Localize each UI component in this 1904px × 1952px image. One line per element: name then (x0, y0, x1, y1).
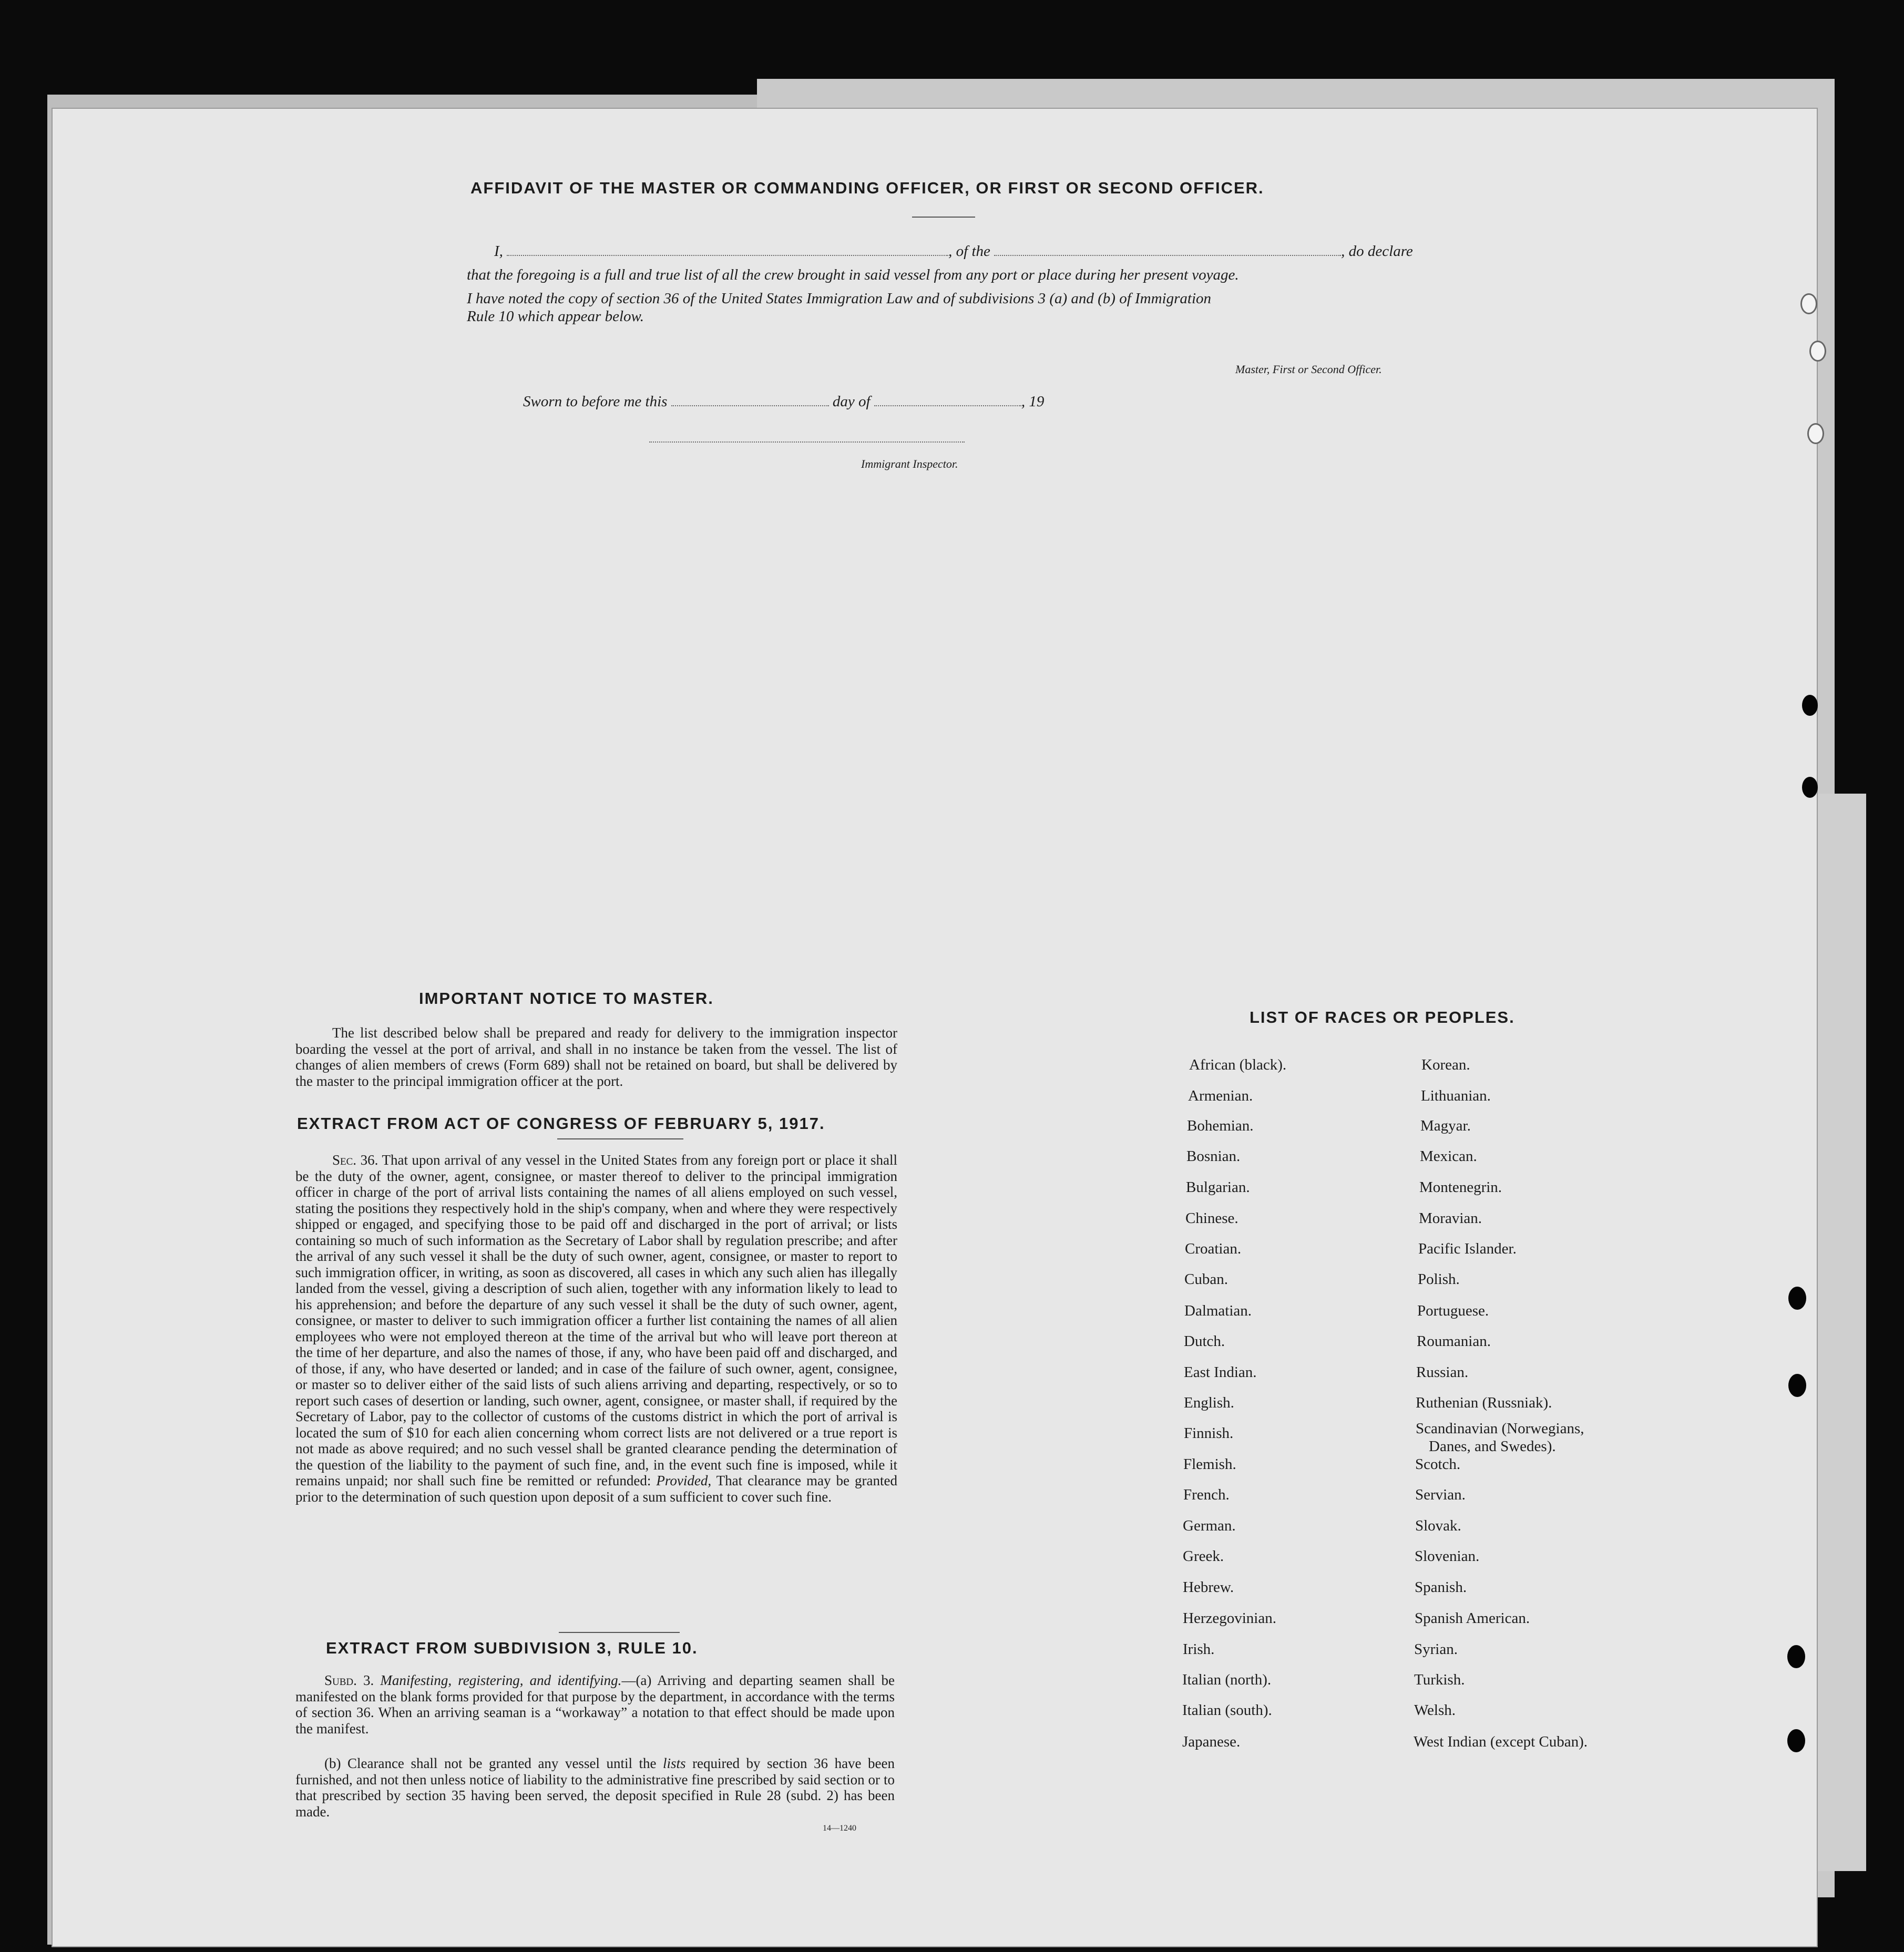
race-item: Servian. (1415, 1486, 1466, 1503)
race-item: French. (1183, 1486, 1230, 1503)
race-item: Bohemian. (1187, 1117, 1254, 1134)
race-item: Finnish. (1184, 1425, 1234, 1442)
form-number: 14—1240 (823, 1824, 856, 1833)
race-item: Hebrew. (1183, 1579, 1234, 1596)
affidavit-heading: AFFIDAVIT OF THE MASTER OR COMMANDING OFFICER, OR FIRST OR SECOND OFFICER. (470, 179, 1264, 197)
affidavit-line-4: Rule 10 which appear below. (467, 308, 644, 325)
binding-hole-open (1809, 341, 1826, 362)
day-of-label: day of (832, 393, 871, 410)
race-item: Cuban. (1184, 1271, 1228, 1288)
subdivision-label: Subd. 3. (324, 1672, 374, 1688)
race-item: Russian. (1416, 1364, 1469, 1381)
subdivision-title: Manifesting, registering, and identifying. (380, 1672, 622, 1688)
subdivision-a-body: —(a) Arriving and departing seamen shall be manifested on the blank forms provided for that purpose by the department, in accordance with the terms of section 36. When an arriving seaman is a “workaway” a notation to that effect should be made upon the manifest. (295, 1672, 895, 1737)
inspector-label: Immigrant Inspector. (861, 457, 958, 470)
race-item: Scandinavian (Norwegians, (1416, 1420, 1584, 1437)
race-item: Welsh. (1414, 1702, 1456, 1719)
affidavit-line-2: that the foregoing is a full and true list of all the crew brought in said vessel from any port or place during her present voyage. (467, 266, 1239, 283)
subdivision-3a-text (295, 1672, 895, 1737)
race-item: Dalmatian. (1184, 1302, 1252, 1319)
race-item: Ruthenian (Russniak). (1416, 1394, 1552, 1411)
race-item: Flemish. (1183, 1456, 1236, 1473)
subdivision-b-body-end: required by section 36 have been furnished, and not then unless notice of liability to the administrative fine prescribed by said section or to that prescribed by section 35 having been served, the deposit specified in Rule 28 (subd. 2) has been made. (295, 1755, 895, 1820)
binding-hole-dark (1787, 1729, 1805, 1752)
sworn-label: Sworn to before me this (523, 393, 668, 410)
binding-hole-dark (1802, 777, 1818, 798)
race-item: Slovak. (1415, 1517, 1461, 1534)
race-item: Turkish. (1414, 1671, 1465, 1688)
race-item: English. (1184, 1394, 1234, 1411)
binding-hole-dark (1802, 695, 1818, 716)
race-item: Magyar. (1420, 1117, 1471, 1134)
declarant-prefix: I, (494, 243, 503, 260)
race-item-continuation: Danes, and Swedes). (1429, 1438, 1556, 1455)
act-extract-heading: EXTRACT FROM ACT OF CONGRESS OF FEBRUARY 5, 1917. (297, 1114, 825, 1133)
race-item: Italian (north). (1182, 1671, 1272, 1688)
race-item: Slovenian. (1415, 1548, 1480, 1565)
notice-text: The list described below shall be prepared and ready for delivery to the immigration inspector boarding the vessel at the port of arrival, and shall in no instance be taken from the vessel. The list of changes of alien members of crews (Form 689) shall not be retained on board, but shall be delivered by the master to the principal immigration officer at the port. (295, 1025, 897, 1089)
section-label: Sec. 36. (332, 1152, 378, 1168)
sworn-month-blank[interactable] (874, 405, 1021, 406)
proviso-label: Provided, (656, 1473, 712, 1488)
rule-extract-heading: EXTRACT FROM SUBDIVISION 3, RULE 10. (326, 1639, 698, 1657)
binding-hole-open (1807, 423, 1824, 444)
race-item: Bulgarian. (1186, 1179, 1250, 1196)
race-item: Moravian. (1419, 1210, 1482, 1227)
race-item: Montenegrin. (1419, 1179, 1502, 1196)
race-item: Korean. (1421, 1056, 1470, 1073)
affidavit-line-3: I have noted the copy of section 36 of the United States Immigration Law and of subdivisions 3 (a) and (b) of Immigration (467, 290, 1212, 307)
race-item: Herzegovinian. (1183, 1610, 1276, 1627)
race-item: Pacific Islander. (1418, 1240, 1517, 1257)
divider (557, 1138, 683, 1139)
binding-hole-dark (1788, 1287, 1806, 1310)
race-item: African (black). (1189, 1056, 1287, 1073)
race-item: Spanish. (1415, 1579, 1467, 1596)
race-item: Portuguese. (1417, 1302, 1489, 1319)
subdivision-3b-text (295, 1755, 895, 1820)
divider (559, 1632, 680, 1633)
race-item: German. (1183, 1517, 1236, 1534)
subdivision-b-body: (b) Clearance shall not be granted any vessel until the (324, 1755, 657, 1771)
race-item: Armenian. (1188, 1087, 1253, 1104)
race-item: Spanish American. (1415, 1610, 1530, 1627)
race-item: Japanese. (1182, 1733, 1241, 1750)
year-label: , 19 (1021, 393, 1045, 410)
lists-word: lists (663, 1755, 686, 1771)
affidavit-line-1 (494, 243, 1413, 260)
race-item: Greek. (1183, 1548, 1224, 1565)
sworn-line (523, 393, 1044, 410)
race-item: Lithuanian. (1421, 1087, 1491, 1104)
race-item: East Indian. (1184, 1364, 1257, 1381)
vessel-name-blank[interactable] (994, 255, 1341, 256)
do-declare-label: , do declare (1341, 243, 1413, 260)
race-item: Syrian. (1414, 1641, 1458, 1658)
race-item: Chinese. (1185, 1210, 1238, 1227)
divider (912, 217, 975, 218)
race-item: Scotch. (1415, 1456, 1461, 1473)
race-item: Croatian. (1185, 1240, 1242, 1257)
binding-hole-dark (1788, 1374, 1806, 1397)
sworn-day-blank[interactable] (671, 405, 829, 406)
race-item: Roumanian. (1417, 1333, 1491, 1350)
notice-heading: IMPORTANT NOTICE TO MASTER. (419, 989, 714, 1008)
inspector-signature-blank[interactable] (649, 441, 965, 443)
race-item: Irish. (1183, 1641, 1215, 1658)
race-item: Mexican. (1420, 1148, 1477, 1165)
section-36-text (295, 1152, 897, 1505)
races-heading: LIST OF RACES OR PEOPLES. (1250, 1008, 1515, 1026)
section-body-end: That clearance may be granted prior to the determination of such question upon deposit of a sum sufficient to cover such fine. (295, 1473, 897, 1505)
declarant-name-blank[interactable] (507, 255, 948, 256)
race-item: West Indian (except Cuban). (1414, 1733, 1588, 1750)
race-item: Italian (south). (1182, 1702, 1272, 1719)
signature-label: Master, First or Second Officer. (1235, 363, 1382, 376)
race-item: Bosnian. (1186, 1148, 1241, 1165)
binding-hole-dark (1787, 1645, 1805, 1668)
binding-hole-open (1800, 293, 1817, 314)
race-item: Dutch. (1184, 1333, 1225, 1350)
race-item: Polish. (1418, 1271, 1460, 1288)
section-body: That upon arrival of any vessel in the United States from any foreign port or place it shall be the duty of the owner, agent, consignee, or master thereof to deliver to the principal immigration officer in charge of the port of arrival lists containing the names of all aliens employed on such vessel, stating the positions they respectively hold in the ship's company, when and where they were respectively shipped or engaged, and specifying those to be paid off and discharged in the port of arrival; or lists containing so much of such information as the Secretary of Labor shall by regulation prescribe; and after the arrival of any such vessel it shall be the duty of such owner, agent, consignee, or master to report to such immigration officer, in writing, as soon as discovered, all cases in which any such alien has illegally landed from the vessel, giving a description of such alien, together with any information likely to lead to his apprehension; and before the departure of any such vessel it shall be the duty of such owner, agent, consignee, or master to deliver to such immigration officer a further list containing the names of all alien employees who were not employed thereon at the time of the arrival but who will leave port thereon at the time of her departure, and also the names of those, if any, who have been paid off and discharged, and of those, if any, who have deserted or landed; and in case of the failure of such owner, agent, consignee, or master so to deliver either of the said lists of such aliens arriving and departing, respectively, or so to report such cases of desertion or landing, such owner, agent, consignee, or master shall, if required by the Secretary of Labor, pay to the collector of customs of the customs district in which the port of arrival is located the sum of $10 for each alien concerning whom correct lists are not delivered or a true report is not made as above required; and no such vessel shall be granted clearance pending the determination of the question of the liability to the payment of such fine, and, in the event such fine is imposed, while it remains unpaid; nor shall such fine be remitted or refunded: (295, 1152, 897, 1488)
of-the-label: , of the (948, 243, 990, 260)
